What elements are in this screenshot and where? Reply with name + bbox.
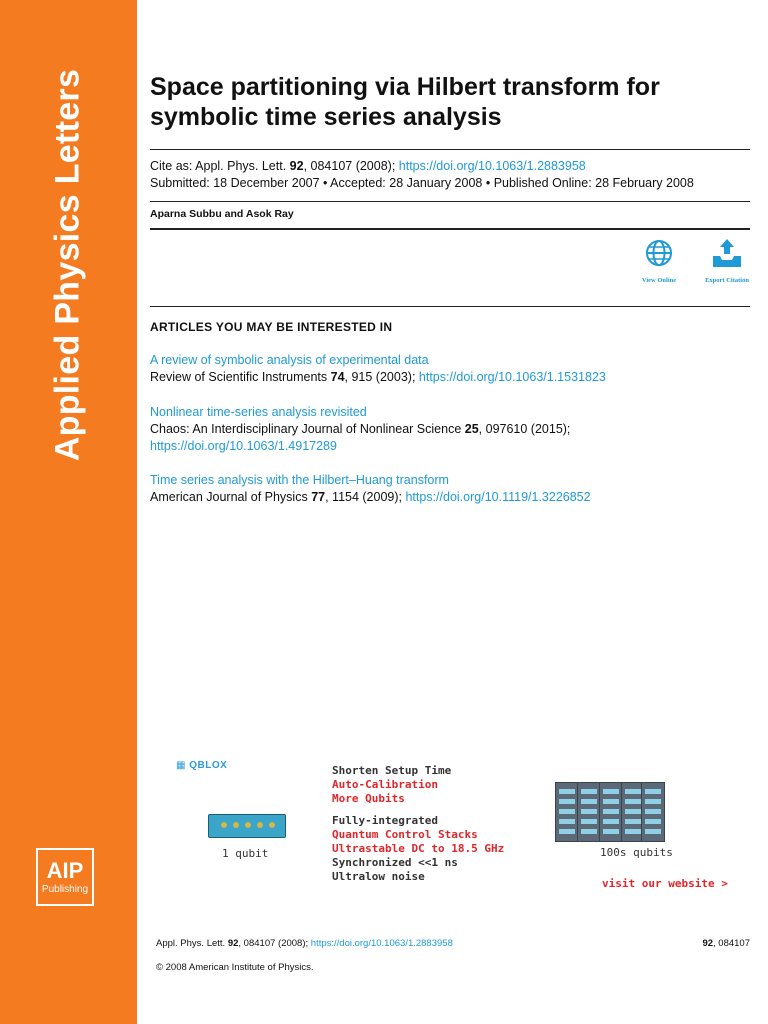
related-article <box>150 472 740 506</box>
related-article-doi[interactable]: https://doi.org/10.1063/1.4917289 <box>150 439 337 453</box>
publication-dates: Submitted: 18 December 2007 • Accepted: 28 January 2008 • Published Online: 28 February 2008 <box>150 176 694 190</box>
aip-logo-sub: Publishing <box>41 884 89 895</box>
footer-citation <box>156 938 453 949</box>
export-citation-label: Export Citation <box>705 277 749 284</box>
qblox-advertisement[interactable] <box>160 750 740 900</box>
export-citation-button[interactable] <box>697 238 757 284</box>
journal-sidebar <box>0 0 137 1024</box>
article-authors: Aparna Subbu and Asok Ray <box>150 208 294 220</box>
related-articles-heading: ARTICLES YOU MAY BE INTERESTED IN <box>150 320 393 334</box>
ad-line: Ultrastable DC to 18.5 GHz <box>332 842 505 855</box>
related-article-pages: , 915 (2003); <box>344 370 419 384</box>
article-doi-link[interactable]: https://doi.org/10.1063/1.2883958 <box>398 159 586 173</box>
ad-left-caption: 1 qubit <box>222 847 269 860</box>
footer-doi-link[interactable]: https://doi.org/10.1063/1.2883958 <box>310 938 453 949</box>
related-article-title[interactable]: Nonlinear time-series analysis revisited <box>150 405 367 419</box>
copyright-notice: © 2008 American Institute of Physics. <box>156 962 314 973</box>
qblox-brand-text: QBLOX <box>189 760 228 771</box>
ad-line: Ultralow noise <box>332 870 425 883</box>
ad-line: Shorten Setup Time <box>332 764 452 777</box>
related-article-volume: 74 <box>330 370 345 384</box>
footer-right-volume: 92 <box>702 938 714 949</box>
related-article-doi[interactable]: https://doi.org/10.1063/1.1531823 <box>418 370 606 384</box>
footer-right-rest: , 084107 <box>713 938 750 949</box>
related-article-pages: , 097610 (2015); <box>478 422 571 436</box>
qblox-brand <box>176 760 227 771</box>
export-icon <box>711 238 743 268</box>
related-article-journal: Chaos: An Interdisciplinary Journal of Nonlinear Science <box>150 422 465 436</box>
related-article-doi[interactable]: https://doi.org/10.1119/1.3226852 <box>405 490 591 504</box>
divider <box>150 201 750 202</box>
cite-prefix: Cite as: Appl. Phys. Lett. <box>150 159 290 173</box>
related-article <box>150 352 740 386</box>
view-online-button[interactable] <box>629 238 689 284</box>
ad-line: Auto-Calibration <box>332 778 438 791</box>
globe-icon <box>644 238 674 268</box>
ad-line: Fully-integrated <box>332 814 438 827</box>
journal-name: Applied Physics Letters <box>48 68 87 462</box>
related-article-volume: 25 <box>464 422 479 436</box>
divider <box>150 149 750 150</box>
qubit-device-image <box>208 814 286 838</box>
footer-cite-rest: , 084107 (2008); <box>238 938 311 949</box>
ad-right-caption: 100s qubits <box>600 846 673 859</box>
cite-volume: 92 <box>289 159 304 173</box>
divider <box>150 306 750 307</box>
related-article <box>150 404 740 455</box>
cite-rest: , 084107 (2008); <box>303 159 399 173</box>
related-article-journal: Review of Scientific Instruments <box>150 370 331 384</box>
related-article-journal: American Journal of Physics <box>150 490 312 504</box>
visit-website-link[interactable]: visit our website > <box>602 877 728 890</box>
qblox-logo-icon: ▦ <box>176 760 190 771</box>
footer-cite-prefix: Appl. Phys. Lett. <box>156 938 228 949</box>
aip-publishing-logo[interactable] <box>36 848 94 906</box>
view-online-label: View Online <box>641 277 677 284</box>
related-article-volume: 77 <box>311 490 326 504</box>
aip-logo-main: AIP <box>46 858 84 883</box>
server-rack-image <box>555 782 663 844</box>
related-article-title[interactable]: Time series analysis with the Hilbert–Huang transform <box>150 473 449 487</box>
footer-cite-volume: 92 <box>227 938 239 949</box>
footer-page-id <box>702 938 750 949</box>
citation-block <box>150 158 694 192</box>
ad-line: More Qubits <box>332 792 405 805</box>
article-title: Space partitioning via Hilbert transform for symbolic time series analysis <box>150 73 660 131</box>
ad-copy <box>332 764 504 884</box>
ad-line: Synchronized <<1 ns <box>332 856 458 869</box>
ad-line: Quantum Control Stacks <box>332 828 478 841</box>
divider <box>150 228 750 230</box>
related-article-pages: , 1154 (2009); <box>325 490 406 504</box>
related-article-title[interactable]: A review of symbolic analysis of experimental data <box>150 353 429 367</box>
cite-line <box>150 158 694 175</box>
